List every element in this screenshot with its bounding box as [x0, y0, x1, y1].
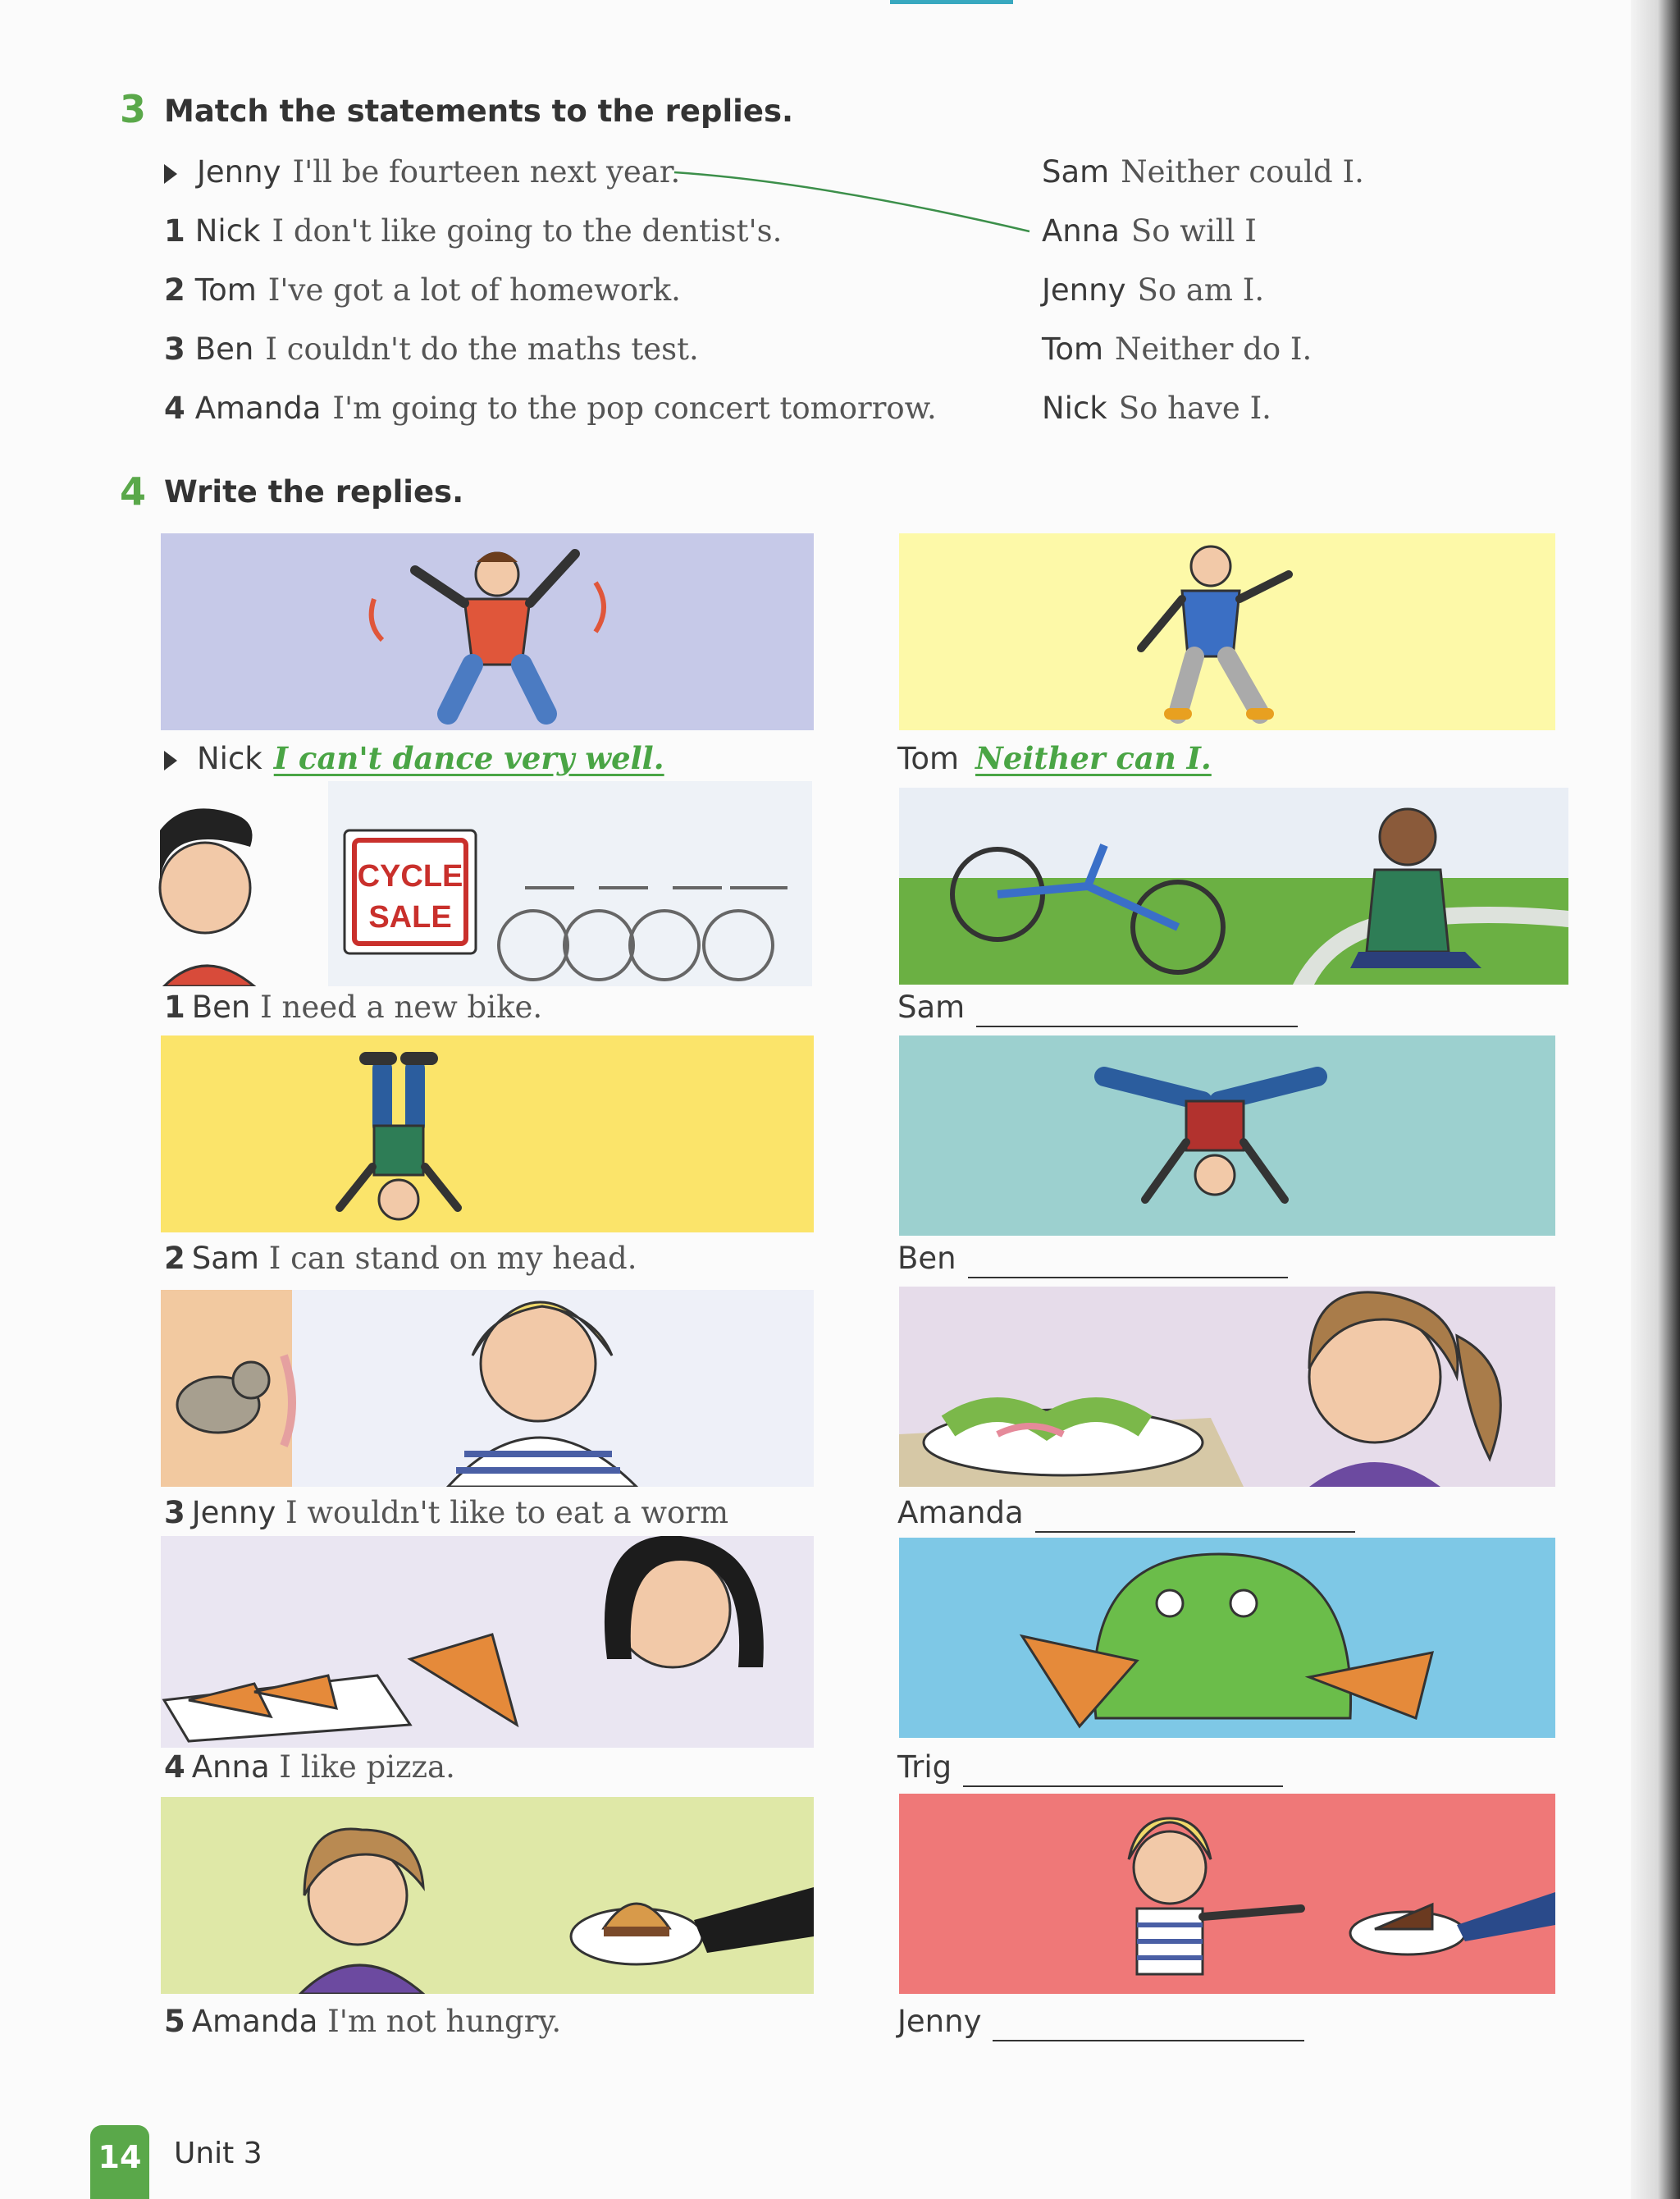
- unit-label: Unit 3: [174, 2137, 262, 2170]
- exercise-3-title: Match the statements to the replies.: [164, 94, 794, 129]
- example-answer-tom: Neither can I.: [975, 740, 1212, 776]
- statement-1: [164, 208, 1025, 267]
- caption-speaker: Amanda: [897, 1495, 1024, 1530]
- caption-number: 1: [164, 990, 185, 1025]
- answer-line-jenny[interactable]: [993, 2010, 1304, 2041]
- caption-ben-reply: [897, 1239, 1288, 1278]
- cycle-sale-sign-line-2: SALE: [368, 900, 452, 935]
- reply-speaker: Nick: [1042, 391, 1107, 426]
- answer-line-ben[interactable]: [968, 1247, 1288, 1278]
- sam-broken-bike-illustration: [899, 788, 1568, 985]
- page-number-tab: 14: [90, 2125, 149, 2199]
- jenny-cake-illustration: [899, 1794, 1555, 1994]
- amanda-burger-illustration: [161, 1797, 814, 1994]
- example-arrow-icon: [164, 164, 177, 184]
- caption-sam: [164, 1239, 637, 1278]
- caption-speaker: Trig: [897, 1749, 952, 1785]
- caption-number: 4: [164, 1749, 185, 1785]
- trig-monster-pizza-illustration: [899, 1538, 1555, 1738]
- reply-row: [1042, 267, 1452, 327]
- statement-4: [164, 386, 1025, 445]
- tom-dancing-illustration: [899, 533, 1555, 730]
- answer-line-amanda[interactable]: [1035, 1502, 1355, 1533]
- reply-row: [1042, 149, 1452, 208]
- caption-tom: [897, 738, 1212, 779]
- caption-speaker: Sam: [897, 990, 966, 1025]
- statement-speaker: Tom: [194, 272, 257, 308]
- statement-text: I'll be fourteen next year.: [292, 154, 681, 190]
- top-accent-bar: [890, 0, 1013, 4]
- caption-text: I can stand on my head.: [268, 1241, 637, 1276]
- caption-number: 5: [164, 2004, 185, 2039]
- caption-trig-reply: [897, 1748, 1283, 1787]
- reply-text: Neither could I.: [1121, 154, 1364, 190]
- reply-speaker: Anna: [1042, 213, 1120, 249]
- reply-text: Neither do I.: [1115, 331, 1312, 367]
- reply-row: [1042, 386, 1452, 445]
- caption-speaker: Anna: [191, 1749, 270, 1785]
- caption-jenny-reply: [897, 2002, 1304, 2041]
- caption-number: 3: [164, 1495, 185, 1530]
- caption-speaker: Sam: [191, 1241, 259, 1276]
- sam-headstand-illustration: [161, 1035, 814, 1232]
- caption-speaker: Nick: [197, 741, 262, 776]
- reply-row: [1042, 327, 1452, 386]
- caption-jenny: [164, 1493, 728, 1533]
- statement-number: 4: [164, 391, 185, 426]
- statement-number: 1: [164, 213, 185, 249]
- answer-line-sam[interactable]: [976, 996, 1298, 1027]
- reply-row: [1042, 208, 1452, 267]
- caption-sam-reply: [897, 988, 1298, 1027]
- statement-speaker: Nick: [194, 213, 261, 249]
- caption-speaker: Jenny: [191, 1495, 276, 1530]
- statements-list: [164, 149, 1025, 445]
- answer-line-trig[interactable]: [963, 1756, 1283, 1787]
- statement-text: I'm going to the pop concert tomorrow.: [332, 391, 937, 426]
- amanda-worm-salad-illustration: [899, 1287, 1555, 1487]
- cycle-sale-sign-line-1: CYCLE: [357, 859, 463, 894]
- statement-text: I couldn't do the maths test.: [265, 331, 699, 367]
- ben-bike-sale-illustration: [139, 781, 812, 986]
- caption-text: I need a new bike.: [260, 990, 543, 1025]
- caption-text: I wouldn't like to eat a worm: [285, 1495, 729, 1530]
- reply-text: So have I.: [1118, 391, 1271, 426]
- caption-speaker: Amanda: [191, 2004, 318, 2039]
- caption-speaker: Tom: [897, 741, 959, 776]
- caption-speaker: Jenny: [897, 2004, 982, 2039]
- jenny-worm-illustration: [161, 1290, 814, 1487]
- statement-speaker: Jenny: [197, 154, 281, 190]
- ben-handstand-illustration: [899, 1035, 1555, 1236]
- statement-2: [164, 267, 1025, 327]
- statement-example: [164, 149, 1025, 208]
- statement-number: 2: [164, 272, 185, 308]
- example-arrow-icon: [164, 751, 177, 770]
- reply-speaker: Sam: [1042, 154, 1110, 190]
- caption-number: 2: [164, 1241, 185, 1276]
- exercise-4-number: 4: [120, 469, 147, 514]
- anna-pizza-illustration: [139, 1536, 814, 1748]
- caption-amanda: [164, 2002, 561, 2041]
- caption-text: I like pizza.: [279, 1749, 455, 1785]
- caption-nick: [164, 738, 664, 779]
- page-edge-shadow: [1631, 0, 1680, 2199]
- caption-speaker: Ben: [191, 990, 251, 1025]
- caption-text: I'm not hungry.: [327, 2004, 562, 2039]
- exercise-3-number: 3: [120, 87, 147, 131]
- reply-text: So will I: [1130, 213, 1257, 249]
- statement-number: 3: [164, 331, 185, 367]
- statement-text: I've got a lot of homework.: [267, 272, 681, 308]
- replies-list: [1042, 149, 1452, 445]
- reply-speaker: Jenny: [1042, 272, 1126, 308]
- exercise-4-title: Write the replies.: [164, 474, 464, 510]
- example-answer: I can't dance very well.: [273, 740, 664, 776]
- statement-3: [164, 327, 1025, 386]
- statement-speaker: Amanda: [194, 391, 322, 426]
- reply-text: So am I.: [1137, 272, 1265, 308]
- nick-dancing-illustration: [161, 533, 814, 730]
- statement-text: I don't like going to the dentist's.: [272, 213, 783, 249]
- caption-ben: [164, 988, 542, 1027]
- caption-anna: [164, 1748, 455, 1787]
- caption-amanda-reply: [897, 1493, 1355, 1533]
- caption-speaker: Ben: [897, 1241, 956, 1276]
- statement-speaker: Ben: [194, 331, 254, 367]
- reply-speaker: Tom: [1042, 331, 1103, 367]
